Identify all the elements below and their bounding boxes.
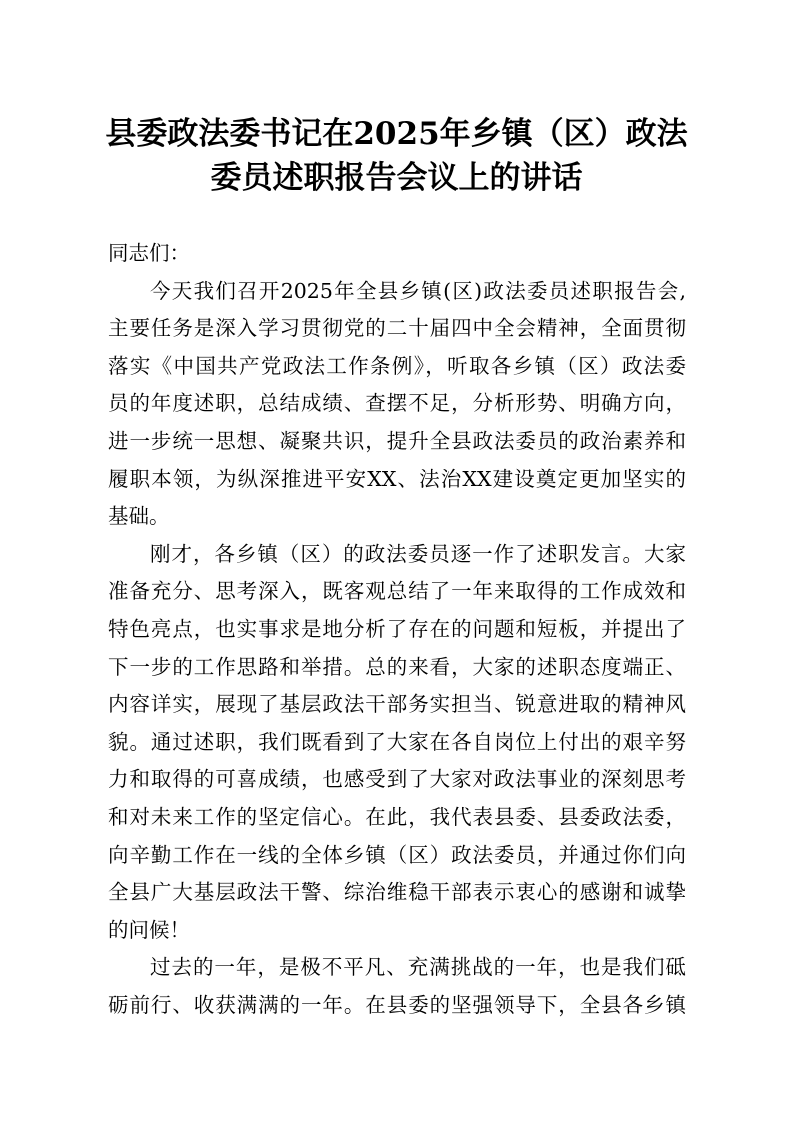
text-line: 全县广大基层政法干警、综治维稳干部表示衷心的感谢和诚挚: [108, 880, 686, 905]
text-line: 向辛勤工作在一线的全体乡镇（区）政法委员，并通过你们向: [108, 842, 686, 867]
text-line: 落实《中国共产党政法工作条例》，听取各乡镇（区）政法委: [108, 353, 686, 378]
text-line: 刚才，各乡镇（区）的政法委员逐一作了述职发言。大家: [150, 541, 686, 566]
text-line: 主要任务是深入学习贯彻党的二十届四中全会精神，全面贯彻: [108, 316, 686, 341]
salutation: [108, 235, 686, 273]
text-line: 今天我们召开2025年全县乡镇(区)政法委员述职报告会,: [150, 278, 686, 303]
document-body: [108, 235, 686, 1024]
text-line: 内容详实，展现了基层政法干部务实担当、锐意进取的精神风: [108, 692, 686, 717]
paragraph: [108, 949, 686, 1024]
text-line: 准备充分、思考深入，既客观总结了一年来取得的工作成效和: [108, 579, 686, 604]
text-line: 力和取得的可喜成绩，也感受到了大家对政法事业的深刻思考: [108, 767, 686, 792]
text-line: 特色亮点，也实事求是地分析了存在的问题和短板，并提出了: [108, 616, 686, 641]
text-line: 基础。: [108, 504, 170, 529]
text-line: 的问候！: [108, 917, 190, 942]
text-line: 员的年度述职，总结成绩、查摆不足，分析形势、明确方向，: [108, 391, 686, 416]
text-line: 砺前行、收获满满的一年。在县委的坚强领导下，全县各乡镇: [108, 992, 686, 1017]
document-title: [60, 112, 733, 200]
title-line-1: 县委政法委书记在2025年乡镇（区）政法: [105, 116, 688, 152]
text-line: 下一步的工作思路和举措。总的来看，大家的述职态度端正、: [108, 654, 686, 679]
paragraph: [108, 536, 686, 950]
text-line: 同志们：: [108, 241, 190, 265]
paragraph: [108, 273, 686, 536]
text-line: 貌。通过述职，我们既看到了大家在各自岗位上付出的艰辛努: [108, 729, 686, 754]
text-line: 过去的一年，是极不平凡、充满挑战的一年，也是我们砥: [150, 955, 686, 980]
text-line: 履职本领，为纵深推进平安XX、法治XX建设奠定更加坚实的: [108, 466, 686, 491]
text-line: 进一步统一思想、凝聚共识，提升全县政法委员的政治素养和: [108, 428, 686, 453]
text-line: 和对未来工作的坚定信心。在此，我代表县委、县委政法委，: [108, 804, 686, 829]
title-line-2: 委员述职报告会议上的讲话: [210, 160, 583, 196]
